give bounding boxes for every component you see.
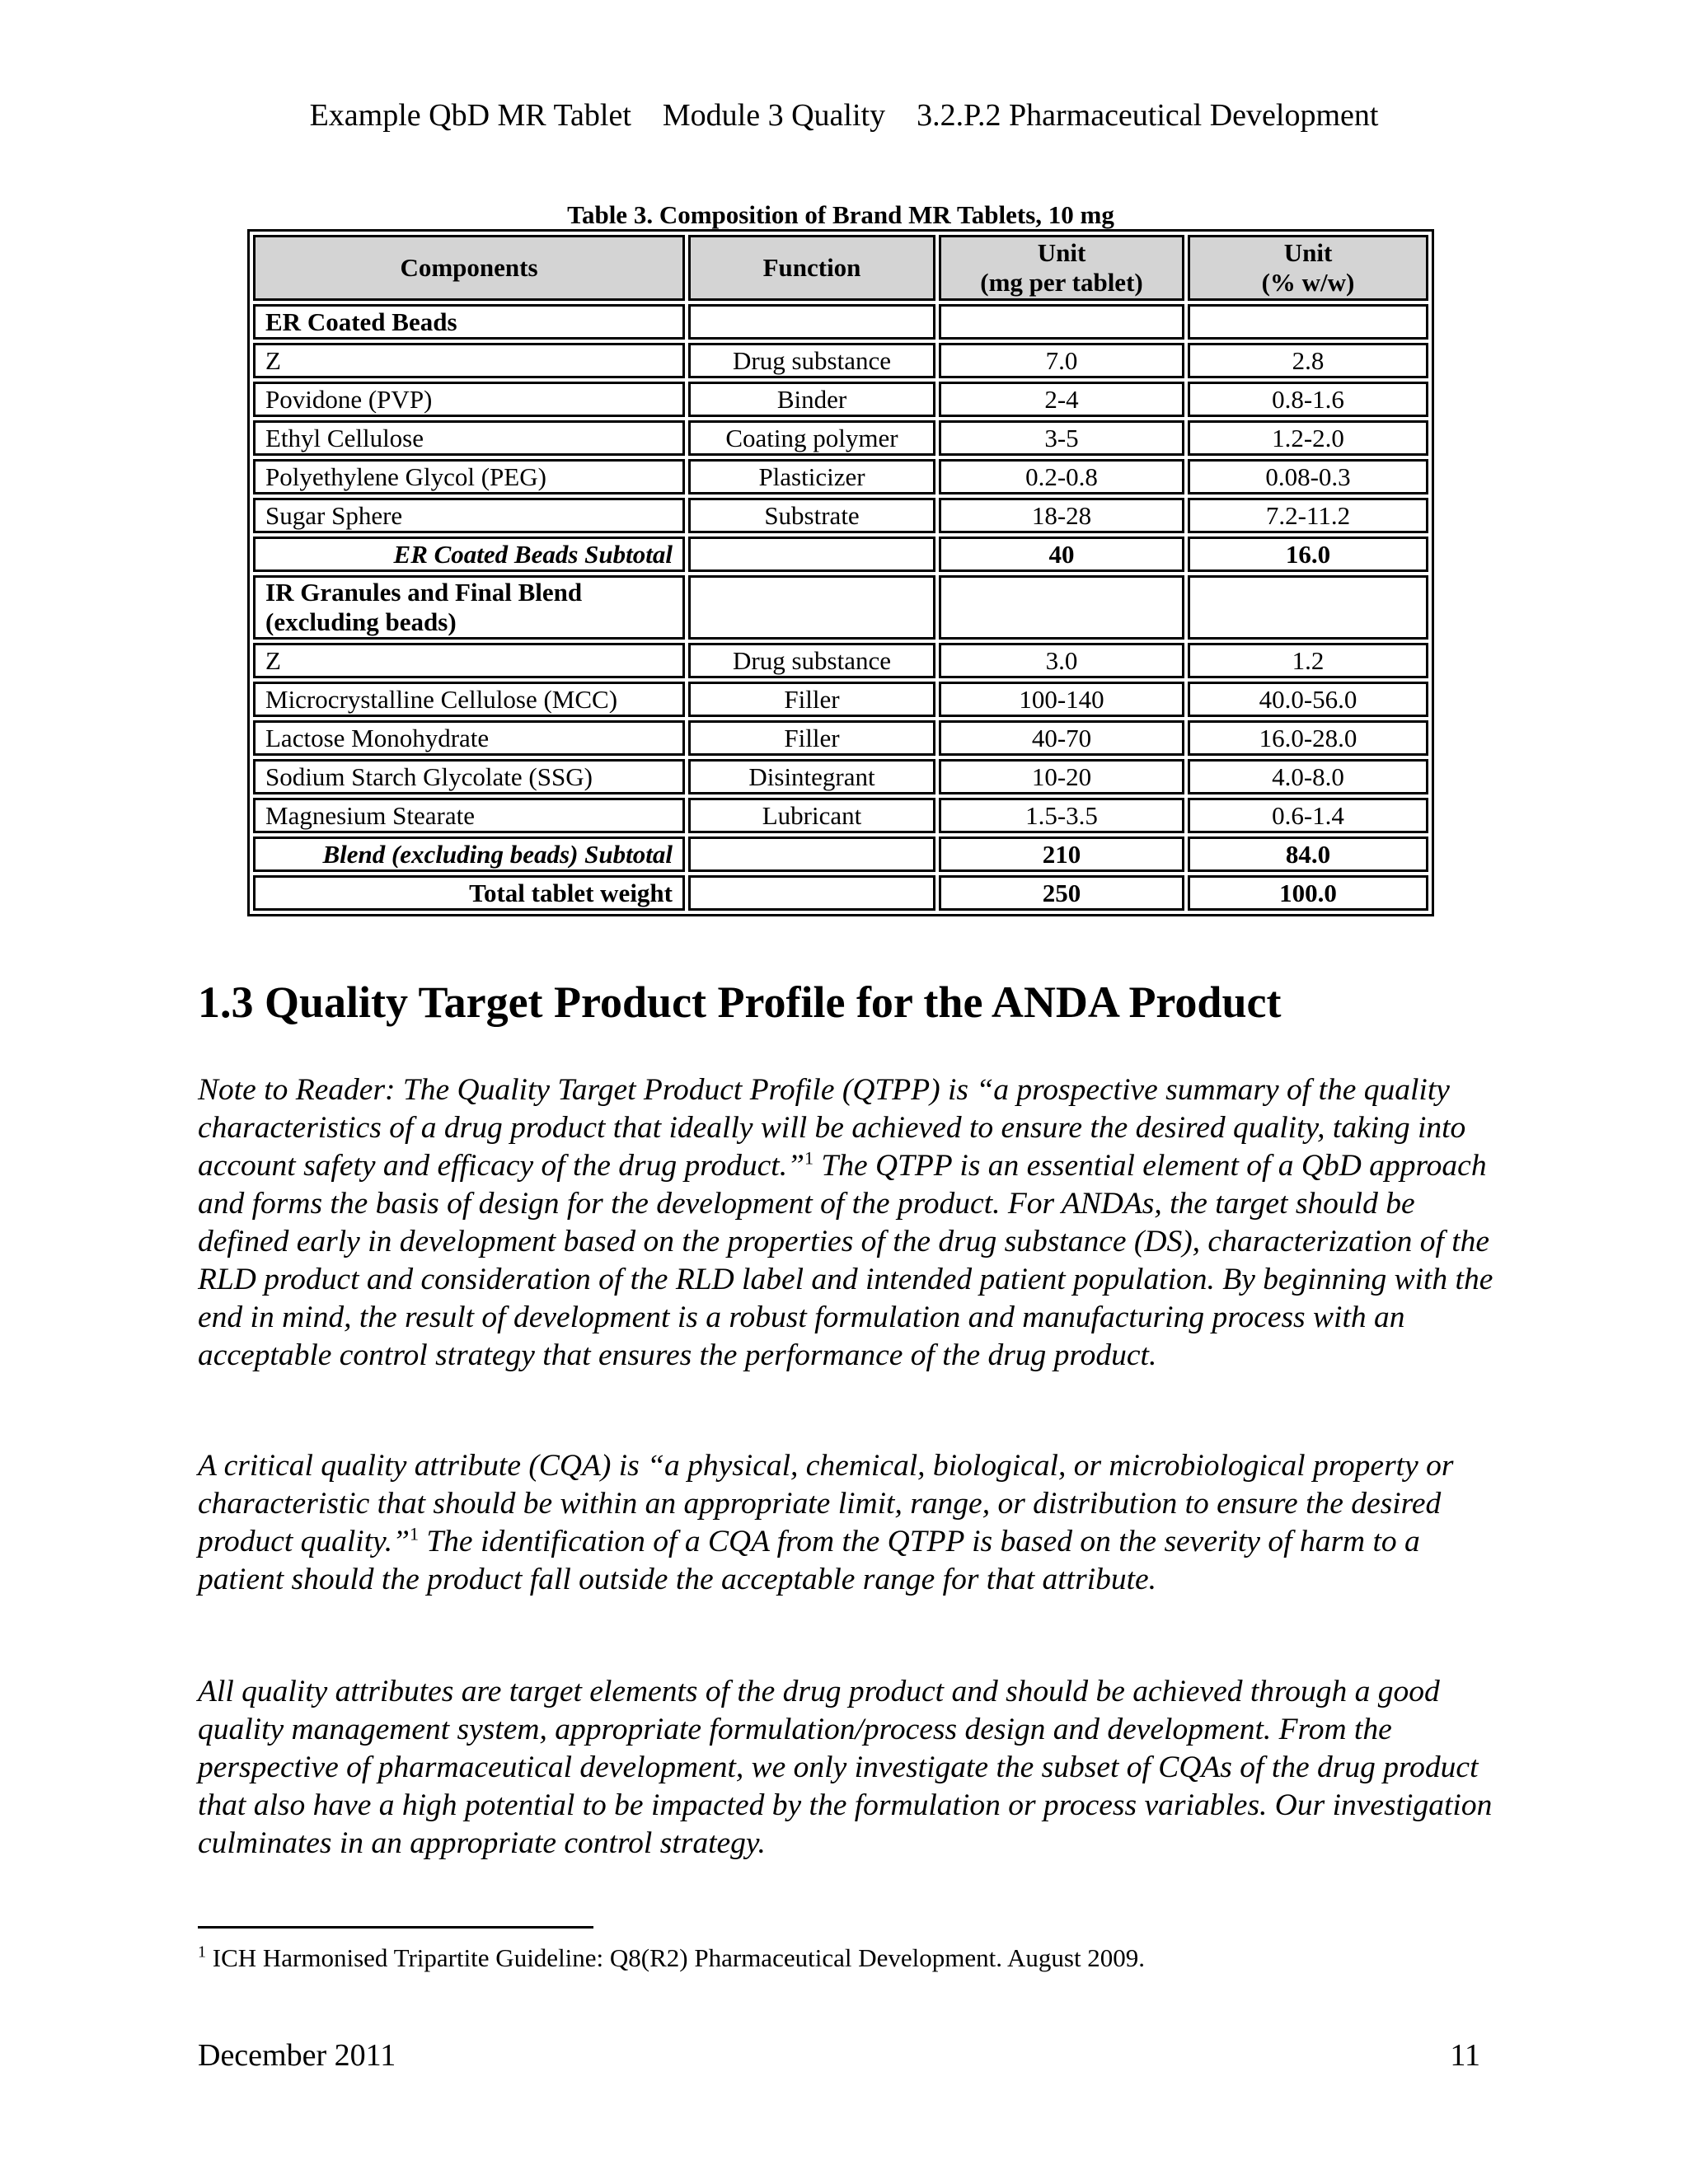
section-title: 1.3 Quality Target Product Profile for the ANDA Product: [198, 977, 1282, 1027]
cell-function: [688, 875, 935, 911]
table-row-item: [253, 720, 1428, 756]
cell-mg-per-tablet: 10-20: [939, 759, 1184, 794]
cell-component: Polyethylene Glycol (PEG): [253, 459, 685, 494]
cell-component: Povidone (PVP): [253, 382, 685, 417]
paragraph-cqa: [198, 1447, 1500, 1599]
col-header-unit-mg-line1: Unit: [1037, 238, 1086, 267]
table-caption: Table 3. Composition of Brand MR Tablets, 10 mg: [567, 200, 1114, 229]
paragraph-text: The identification of a CQA from the QTPP is based on the severity of harm to a patient should the product fall outside the acceptable range for that attribute.: [198, 1525, 1420, 1596]
cell-mg-per-tablet: 0.2-0.8: [939, 459, 1184, 494]
footnote: [198, 1943, 1145, 1973]
cell-function: Filler: [688, 720, 935, 756]
table-header-row: [253, 235, 1428, 301]
footnote-marker: 1: [198, 1943, 206, 1961]
cell-percent-ww: 16.0-28.0: [1188, 720, 1428, 756]
cell-percent-ww: 7.2-11.2: [1188, 498, 1428, 533]
cell-function: [688, 575, 935, 640]
cell-mg-per-tablet: 7.0: [939, 343, 1184, 378]
table-row-item: [253, 682, 1428, 717]
cell-mg-per-tablet: [939, 304, 1184, 340]
cell-mg-per-tablet: 250: [939, 875, 1184, 911]
cell-function: Binder: [688, 382, 935, 417]
footnote-text: ICH Harmonised Tripartite Guideline: Q8(R2) Pharmaceutical Development. August 2009.: [206, 1943, 1146, 1972]
cell-component: Sodium Starch Glycolate (SSG): [253, 759, 685, 794]
paragraph-text: Note to Reader: The Quality Target Product Profile (QTPP) is “a prospective summary of the quality characteristics of a drug product that ideally will be achieved to ensure the desired quality, taking into account safety and efficacy of the drug product.”: [198, 1073, 1466, 1183]
cell-percent-ww: 1.2-2.0: [1188, 420, 1428, 456]
cell-mg-per-tablet: 100-140: [939, 682, 1184, 717]
cell-function: Filler: [688, 682, 935, 717]
cell-component: Magnesium Stearate: [253, 798, 685, 833]
composition-table: [247, 229, 1434, 916]
table-row-item: [253, 343, 1428, 378]
paragraph-text: A critical quality attribute (CQA) is “a physical, chemical, biological, or microbiological property or characteristic that should be within an appropriate limit, range, or distribution to ensure the desired product quality.”: [198, 1449, 1454, 1558]
cell-function: Substrate: [688, 498, 935, 533]
cell-component: Blend (excluding beads) Subtotal: [253, 837, 685, 872]
cell-percent-ww: [1188, 304, 1428, 340]
cell-component: IR Granules and Final Blend (excluding beads): [253, 575, 685, 640]
table-row-total: [253, 875, 1428, 911]
cell-component: Lactose Monohydrate: [253, 720, 685, 756]
cell-mg-per-tablet: 2-4: [939, 382, 1184, 417]
cell-component: Microcrystalline Cellulose (MCC): [253, 682, 685, 717]
table-row-section: [253, 304, 1428, 340]
col-header-unit-pct: [1188, 235, 1428, 301]
cell-mg-per-tablet: 210: [939, 837, 1184, 872]
cell-function: Coating polymer: [688, 420, 935, 456]
table-row-item: [253, 759, 1428, 794]
table-row-subtotal: [253, 837, 1428, 872]
paragraph-quality-attributes: All quality attributes are target elements of the drug product and should be achieved through a good quality management system, appropriate formulation/process design and development. From the perspective of pharmaceutical development, we only investigate the subset of CQAs of the drug product that also have a high potential to be impacted by the formulation or process variables. Our investigation culminates in an appropriate control strategy.: [198, 1675, 1493, 1860]
cell-mg-per-tablet: 18-28: [939, 498, 1184, 533]
cell-component: Z: [253, 643, 685, 678]
cell-percent-ww: 16.0: [1188, 537, 1428, 572]
table-row-item: [253, 643, 1428, 678]
cell-mg-per-tablet: 3.0: [939, 643, 1184, 678]
col-header-unit-mg-line2: (mg per tablet): [980, 268, 1143, 297]
table-row-item: [253, 798, 1428, 833]
cell-function: [688, 537, 935, 572]
cell-function: [688, 837, 935, 872]
cell-component: Ethyl Cellulose: [253, 420, 685, 456]
footnote-ref: 1: [409, 1523, 419, 1544]
cell-function: Disintegrant: [688, 759, 935, 794]
cell-percent-ww: [1188, 575, 1428, 640]
cell-function: Plasticizer: [688, 459, 935, 494]
table-row-item: [253, 420, 1428, 456]
table-row-item: [253, 382, 1428, 417]
cell-percent-ww: 40.0-56.0: [1188, 682, 1428, 717]
page-number: 11: [1450, 2038, 1480, 2073]
cell-component: Total tablet weight: [253, 875, 685, 911]
cell-mg-per-tablet: 40-70: [939, 720, 1184, 756]
col-header-unit-pct-line1: Unit: [1283, 238, 1333, 267]
cell-mg-per-tablet: 40: [939, 537, 1184, 572]
footnote-rule: [198, 1926, 593, 1929]
page-header: Example QbD MR Tablet Module 3 Quality 3.2.P.2 Pharmaceutical Development: [309, 98, 1379, 133]
cell-component: Z: [253, 343, 685, 378]
cell-mg-per-tablet: 3-5: [939, 420, 1184, 456]
cell-percent-ww: 0.8-1.6: [1188, 382, 1428, 417]
paragraph-text: The QTPP is an essential element of a QbD approach and forms the basis of design for the development of the product. For ANDAs, the target should be defined early in development based on the properties of the drug substance (DS), characterization of the RLD product and consideration of the RLD label and intended patient population. By beginning with the end in mind, the result of development is a robust formulation and manufacturing process with an acceptable control strategy that ensures the performance of the drug product.: [198, 1149, 1493, 1372]
paragraph-note-to-reader: [198, 1071, 1500, 1375]
table-row-section: [253, 575, 1428, 640]
footnote-ref: 1: [804, 1147, 814, 1169]
cell-percent-ww: 4.0-8.0: [1188, 759, 1428, 794]
table-row-item: [253, 498, 1428, 533]
cell-function: Lubricant: [688, 798, 935, 833]
cell-percent-ww: 0.6-1.4: [1188, 798, 1428, 833]
cell-component: Sugar Sphere: [253, 498, 685, 533]
cell-percent-ww: 100.0: [1188, 875, 1428, 911]
cell-function: Drug substance: [688, 643, 935, 678]
col-header-function: Function: [688, 235, 935, 301]
cell-percent-ww: 1.2: [1188, 643, 1428, 678]
cell-percent-ww: 2.8: [1188, 343, 1428, 378]
cell-mg-per-tablet: [939, 575, 1184, 640]
cell-function: Drug substance: [688, 343, 935, 378]
col-header-components: Components: [253, 235, 685, 301]
footer-date: December 2011: [198, 2038, 396, 2073]
col-header-unit-pct-line2: (% w/w): [1261, 268, 1355, 297]
cell-percent-ww: 84.0: [1188, 837, 1428, 872]
cell-component: ER Coated Beads: [253, 304, 685, 340]
table-row-subtotal: [253, 537, 1428, 572]
cell-function: [688, 304, 935, 340]
col-header-unit-mg: [939, 235, 1184, 301]
cell-component: ER Coated Beads Subtotal: [253, 537, 685, 572]
table-row-item: [253, 459, 1428, 494]
cell-percent-ww: 0.08-0.3: [1188, 459, 1428, 494]
cell-mg-per-tablet: 1.5-3.5: [939, 798, 1184, 833]
